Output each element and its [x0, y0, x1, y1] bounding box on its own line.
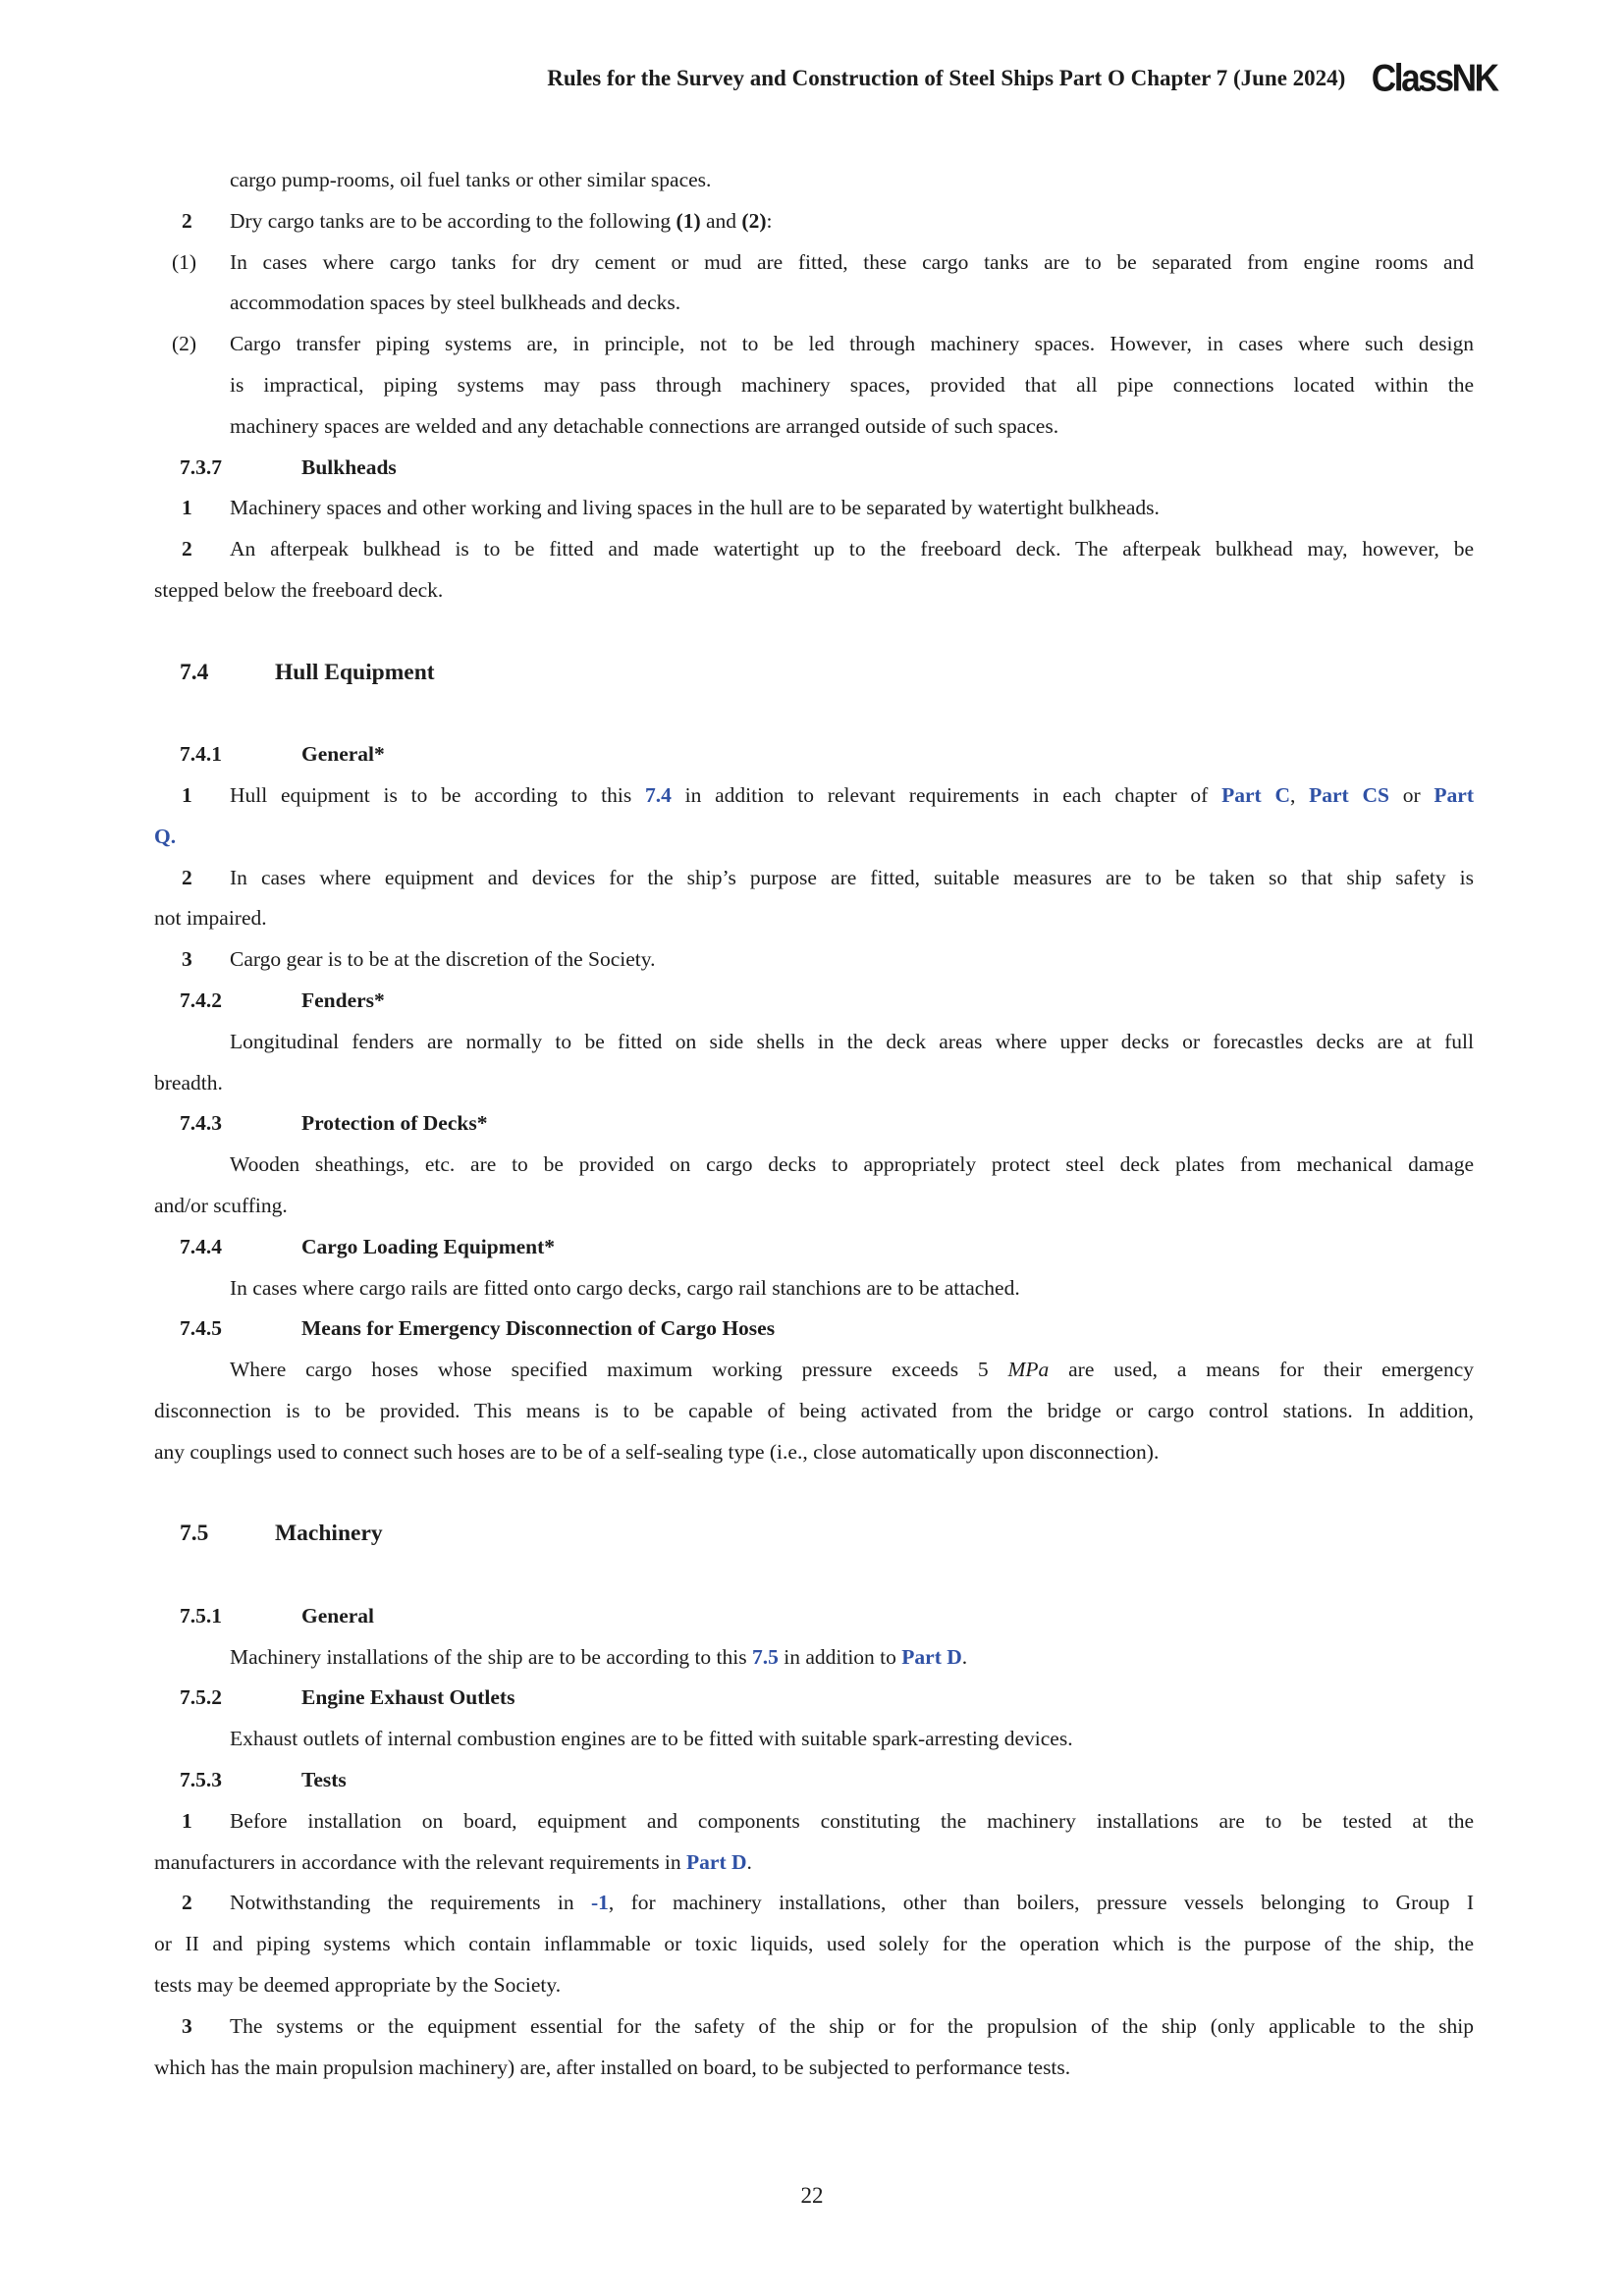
line-text	[301, 1103, 1474, 1145]
line-text	[301, 734, 1474, 775]
text-segment: disconnection is to be provided. This means is to be capable of being activated from the bridge or cargo control stations. In addition,	[154, 1398, 1474, 1422]
line-text	[154, 817, 1474, 858]
cross-reference-link[interactable]: Part	[1434, 782, 1474, 807]
line-text	[230, 488, 1474, 529]
text-segment: Machinery spaces and other working and living spaces in the hull are to be separated by watertight bulkheads.	[230, 496, 1160, 520]
line-text	[230, 858, 1474, 899]
text-segment: General*	[301, 742, 385, 767]
item-number: (1)	[172, 249, 197, 274]
subsection-heading	[154, 1678, 1474, 1719]
paragraph-continuation-line	[154, 283, 1474, 324]
text-segment: is impractical, piping systems may pass through machinery spaces, provided that all pipe connections located within the	[230, 372, 1474, 397]
line-text	[301, 981, 1474, 1022]
text-segment: Tests	[301, 1768, 347, 1792]
text-segment: machinery spaces are welded and any detachable connections are arranged outside of such spaces.	[230, 413, 1059, 438]
paragraph-continuation-line	[154, 1842, 1474, 1884]
subsection-heading	[154, 734, 1474, 775]
text-segment: Hull Equipment	[275, 659, 435, 685]
text-segment: tests may be deemed appropriate by the Society.	[154, 1973, 562, 1998]
blank-line	[154, 612, 1474, 653]
line-text	[230, 160, 1474, 201]
paragraph-continuation-line	[154, 817, 1474, 858]
paragraph-continuation-line	[154, 1432, 1474, 1473]
line-text	[230, 1801, 1474, 1842]
text-segment: Where cargo hoses whose specified maximum working pressure exceeds 5	[230, 1358, 1008, 1382]
item-number: 2	[182, 537, 192, 561]
line-text	[301, 1227, 1474, 1268]
line-text	[154, 570, 1474, 612]
subsection-heading	[154, 1103, 1474, 1145]
list-item	[154, 324, 1474, 365]
section-heading	[154, 653, 1474, 694]
text-segment: .	[746, 1849, 752, 1874]
paragraph-continuation-line	[154, 898, 1474, 939]
paragraph-continuation-line	[154, 1186, 1474, 1227]
line-text	[301, 1760, 1474, 1801]
text-segment: stepped below the freeboard deck.	[154, 577, 444, 602]
page-number: 22	[800, 2183, 824, 2208]
line-text	[301, 1596, 1474, 1637]
line-text	[154, 2048, 1474, 2089]
section-number: 7.4	[180, 659, 209, 685]
cross-reference-link[interactable]: 7.4	[644, 782, 672, 807]
line-text	[301, 1308, 1474, 1350]
item-number: (2)	[172, 332, 197, 356]
line-text	[154, 1842, 1474, 1884]
blank-line	[154, 1473, 1474, 1515]
text-segment: Cargo gear is to be at the discretion of the Society.	[230, 947, 656, 972]
section-heading	[154, 1514, 1474, 1555]
numbered-item	[154, 529, 1474, 570]
blank-line	[154, 1555, 1474, 1596]
text-segment: Bulkheads	[301, 454, 397, 479]
text-segment: Dry cargo tanks are to be according to the following	[230, 208, 677, 233]
paragraph-continuation-line	[154, 1924, 1474, 1965]
item-number: 1	[182, 496, 192, 520]
numbered-item	[154, 775, 1474, 817]
text-segment: and/or scuffing.	[154, 1193, 288, 1217]
line-text	[301, 448, 1474, 489]
text-segment: MPa	[1007, 1358, 1050, 1382]
section-number: 7.5.1	[180, 1603, 222, 1628]
numbered-item	[154, 1801, 1474, 1842]
text-segment: breadth.	[154, 1070, 223, 1095]
numbered-item	[154, 488, 1474, 529]
subsection-heading	[154, 1227, 1474, 1268]
text-segment: Protection of Decks*	[301, 1111, 488, 1136]
text-segment: Cargo Loading Equipment*	[301, 1234, 556, 1258]
section-number: 7.4.3	[180, 1111, 222, 1136]
cross-reference-link[interactable]: 7.5	[752, 1644, 779, 1669]
line-text	[230, 1022, 1474, 1063]
paragraph-line	[154, 1637, 1474, 1679]
paragraph-continuation-line	[154, 1391, 1474, 1432]
text-segment: Before installation on board, equipment and components constituting the machinery installations are to be tested at the	[230, 1808, 1474, 1833]
subsection-heading	[154, 1596, 1474, 1637]
cross-reference-link[interactable]: Part D	[686, 1849, 747, 1874]
line-text	[154, 898, 1474, 939]
cross-reference-link[interactable]: Q.	[154, 824, 177, 848]
text-segment: An afterpeak bulkhead is to be fitted and made watertight up to the freeboard deck. The afterpeak bulkhead may, however, be	[230, 537, 1474, 561]
line-text	[230, 365, 1474, 406]
text-segment: (2)	[741, 208, 767, 233]
text-segment: The systems or the equipment essential for the safety of the ship or for the propulsion of the ship (only applicable to the ship	[230, 2013, 1474, 2038]
blank-line	[154, 693, 1474, 734]
numbered-item	[154, 939, 1474, 981]
paragraph-line	[154, 1145, 1474, 1186]
page-footer	[0, 2183, 1624, 2209]
cross-reference-link[interactable]: Part C	[1221, 782, 1290, 807]
paragraph-continuation-line	[154, 406, 1474, 448]
text-segment: Exhaust outlets of internal combustion engines are to be fitted with suitable spark-arresting devices.	[230, 1727, 1073, 1751]
text-segment: not impaired.	[154, 906, 267, 931]
section-number: 7.4.5	[180, 1316, 222, 1341]
page-header	[0, 51, 1497, 106]
text-segment: in addition to	[778, 1644, 902, 1669]
text-segment: In cases where cargo tanks for dry cement or mud are fitted, these cargo tanks are to be separated from engine rooms and	[230, 249, 1474, 274]
text-segment: (1)	[676, 208, 701, 233]
paragraph-continuation-line	[154, 570, 1474, 612]
section-number: 7.4.1	[180, 742, 222, 767]
subsection-heading	[154, 981, 1474, 1022]
numbered-item	[154, 858, 1474, 899]
item-number: 2	[182, 865, 192, 889]
line-text	[230, 201, 1474, 242]
line-text	[230, 242, 1474, 284]
text-segment: Wooden sheathings, etc. are to be provided on cargo decks to appropriately protect steel deck plates from mechanical damage	[230, 1152, 1474, 1177]
document-body	[154, 160, 1474, 2088]
line-text	[275, 1514, 1474, 1555]
text-segment: or II and piping systems which contain inflammable or toxic liquids, used solely for the operation which is the purpose of the ship, the	[154, 1932, 1474, 1956]
text-segment: In cases where cargo rails are fitted onto cargo decks, cargo rail stanchions are to be attached.	[230, 1275, 1020, 1300]
line-text	[230, 529, 1474, 570]
line-text	[301, 1678, 1474, 1719]
item-number: 2	[182, 1891, 192, 1915]
paragraph-continuation-line	[154, 2048, 1474, 2089]
numbered-item	[154, 201, 1474, 242]
list-item	[154, 242, 1474, 284]
line-text	[154, 1432, 1474, 1473]
section-number: 7.5.2	[180, 1685, 222, 1710]
paragraph-continuation-line	[154, 160, 1474, 201]
section-number: 7.3.7	[180, 454, 222, 479]
subsection-heading	[154, 1760, 1474, 1801]
item-number: 3	[182, 2013, 192, 2038]
line-text	[230, 283, 1474, 324]
line-text	[275, 653, 1474, 694]
text-segment: General	[301, 1603, 375, 1628]
text-segment: are used, a means for their emergency	[1049, 1358, 1474, 1382]
paragraph-line	[154, 1022, 1474, 1063]
text-segment: Notwithstanding the requirements in	[230, 1891, 591, 1915]
text-segment: Machinery	[275, 1521, 383, 1547]
cross-reference-link[interactable]: -1	[590, 1891, 609, 1915]
paragraph-continuation-line	[154, 1063, 1474, 1104]
text-segment: , for machinery installations, other than boilers, pressure vessels belonging to Group I	[608, 1891, 1475, 1915]
text-segment: Cargo transfer piping systems are, in principle, not to be led through machinery spaces. However, in cases where such design	[230, 332, 1474, 356]
text-segment: accommodation spaces by steel bulkheads and decks.	[230, 291, 681, 315]
line-text	[230, 1719, 1474, 1760]
line-text	[230, 775, 1474, 817]
line-text	[230, 406, 1474, 448]
text-segment: and	[700, 208, 742, 233]
item-number: 3	[182, 947, 192, 972]
text-segment: Fenders*	[301, 988, 385, 1012]
paragraph-continuation-line	[154, 1965, 1474, 2006]
text-segment: Engine Exhaust Outlets	[301, 1685, 515, 1710]
line-text	[230, 324, 1474, 365]
line-text	[230, 939, 1474, 981]
text-segment: In cases where equipment and devices for the ship’s purpose are fitted, suitable measures are to be taken so that ship safety is	[230, 865, 1474, 889]
line-text	[230, 2006, 1474, 2048]
text-segment: any couplings used to connect such hoses are to be of a self-sealing type (i.e., close automatically upon disconnection).	[154, 1439, 1160, 1464]
line-text	[230, 1268, 1474, 1309]
classnk-logo: ClassNK	[1372, 56, 1497, 99]
section-number: 7.4.4	[180, 1234, 222, 1258]
paragraph-continuation-line	[154, 365, 1474, 406]
text-segment: ,	[1289, 782, 1310, 807]
line-text	[230, 1145, 1474, 1186]
subsection-heading	[154, 1308, 1474, 1350]
text-segment: Means for Emergency Disconnection of Cargo Hoses	[301, 1316, 776, 1341]
line-text	[154, 1965, 1474, 2006]
paragraph-line	[154, 1350, 1474, 1391]
text-segment: Longitudinal fenders are normally to be fitted on side shells in the deck areas where upper decks or forecastles decks are at full	[230, 1029, 1474, 1053]
line-text	[154, 1063, 1474, 1104]
text-segment: in addition to relevant requirements in each chapter of	[671, 782, 1222, 807]
line-text	[230, 1883, 1474, 1924]
line-text	[230, 1637, 1474, 1679]
text-segment: .	[961, 1644, 968, 1669]
text-segment: Hull equipment is to be according to this	[230, 782, 645, 807]
text-segment: :	[766, 208, 773, 233]
line-text	[230, 1350, 1474, 1391]
paragraph-line	[154, 1719, 1474, 1760]
cross-reference-link[interactable]: Part CS	[1309, 782, 1389, 807]
line-text	[154, 1186, 1474, 1227]
cross-reference-link[interactable]: Part D	[901, 1644, 962, 1669]
subsection-heading	[154, 448, 1474, 489]
text-segment: which has the main propulsion machinery) are, after installed on board, to be subjected to performance tests.	[154, 2055, 1071, 2079]
text-segment: manufacturers in accordance with the relevant requirements in	[154, 1849, 687, 1874]
text-segment: cargo pump-rooms, oil fuel tanks or other similar spaces.	[230, 168, 712, 191]
line-text	[154, 1391, 1474, 1432]
section-number: 7.5	[180, 1521, 209, 1547]
section-number: 7.5.3	[180, 1768, 222, 1792]
numbered-item	[154, 2006, 1474, 2048]
line-text	[154, 1924, 1474, 1965]
running-header-title: Rules for the Survey and Construction of Steel Ships Part O Chapter 7 (June 2024)	[547, 66, 1346, 90]
item-number: 1	[182, 782, 192, 807]
text-segment: Machinery installations of the ship are to be according to this	[230, 1644, 752, 1669]
paragraph-line	[154, 1268, 1474, 1309]
section-number: 7.4.2	[180, 988, 222, 1012]
numbered-item	[154, 1883, 1474, 1924]
text-segment: or	[1388, 782, 1435, 807]
item-number: 1	[182, 1808, 192, 1833]
item-number: 2	[182, 208, 192, 233]
